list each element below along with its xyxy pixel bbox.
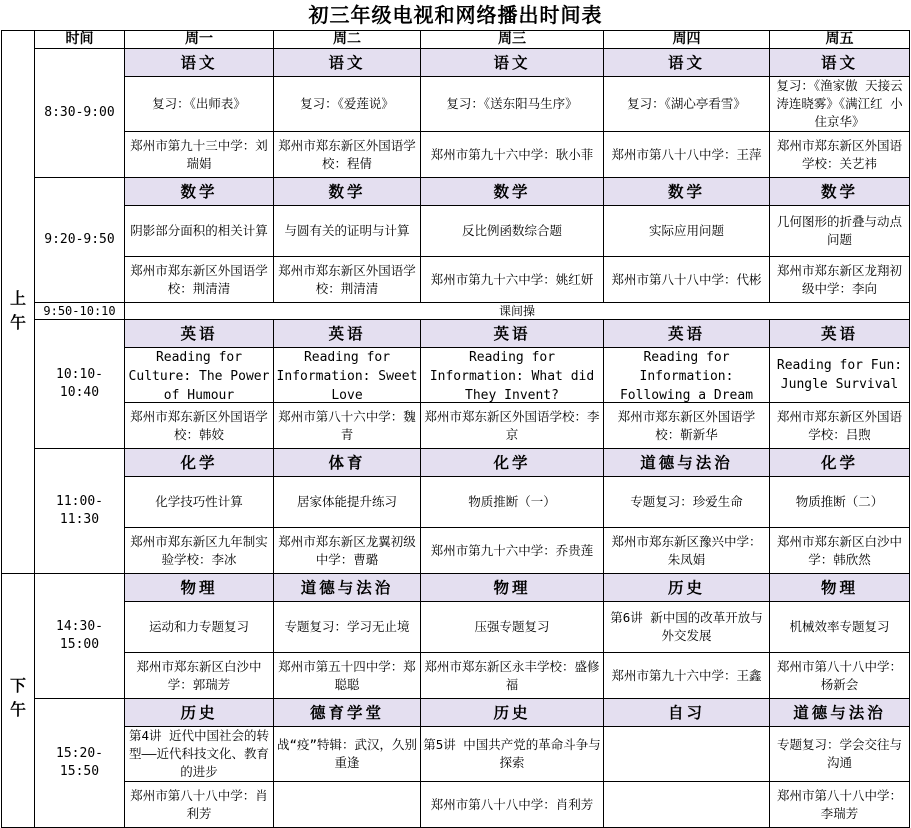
school-text: 郑州市第八十六中学：魏青 [278, 408, 416, 442]
topic-text: 战“疫”特辑：武汉，久别重逢 [276, 737, 418, 770]
session-time: 11:00-11:30 [35, 449, 125, 574]
school-cell [604, 132, 770, 178]
topic-cell [125, 206, 274, 257]
topic-cell [125, 477, 274, 528]
subject-row [2, 178, 910, 206]
school-cell [125, 653, 274, 699]
session-time: 10:10-10:40 [35, 320, 125, 449]
school-row [2, 132, 910, 178]
topic-text: 实际应用问题 [648, 223, 724, 238]
school-text: 郑州市第九十六中学：乔贵莲 [430, 542, 594, 558]
topic-text: 复习：《送东阳马生序》 [446, 96, 578, 111]
school-text: 郑州市第五十四中学：郑聪聪 [278, 658, 416, 692]
topic-text: 专题复习：学习无止境 [284, 619, 410, 634]
header-row [2, 31, 910, 49]
school-row [2, 403, 910, 449]
school-cell [274, 132, 421, 178]
topic-cell [604, 602, 770, 653]
subject-row [2, 449, 910, 477]
school-text: 郑州市郑东新区白沙中学：郭瑞芳 [136, 658, 262, 692]
topic-cell [604, 77, 770, 132]
school-cell [421, 132, 604, 178]
subject-cell: 语文 [770, 49, 910, 77]
header-monday: 周一 [125, 31, 274, 49]
school-text: 郑州市第九十六中学：姚红妍 [430, 271, 594, 287]
topic-cell [274, 727, 421, 782]
topic-cell [770, 602, 910, 653]
topic-cell [274, 77, 421, 132]
school-cell [770, 782, 910, 828]
school-text: 郑州市第八十八中学：李瑞芳 [776, 787, 902, 821]
topic-text: 与圆有关的证明与计算 [284, 223, 410, 238]
break-row [2, 303, 910, 320]
subject-cell: 物理 [421, 574, 604, 602]
topic-row [2, 348, 910, 403]
school-text: 郑州市郑东新区白沙中学：韩欣然 [776, 533, 902, 567]
school-text: 郑州市郑东新区外国语学校：李京 [424, 408, 600, 442]
school-text: 郑州市第八十八中学：肖利芳 [130, 787, 268, 821]
break-time: 9:50-10:10 [35, 303, 125, 320]
half-day-pm: 下 午 [2, 574, 35, 828]
subject-cell: 语文 [421, 49, 604, 77]
school-row [2, 257, 910, 303]
header-time: 时间 [35, 31, 125, 49]
school-text: 郑州市郑东新区外国语学校：关艺祎 [776, 137, 902, 171]
school-text: 郑州市第八十八中学：杨新会 [776, 658, 902, 692]
topic-text: 化学技巧性计算 [155, 494, 243, 509]
break-label: 课间操 [125, 303, 910, 320]
school-text: 郑州市郑东新区外国语学校：靳新华 [617, 408, 756, 442]
header-thursday: 周四 [604, 31, 770, 49]
page-title: 初三年级电视和网络播出时间表 [308, 3, 603, 27]
schedule-table [1, 30, 910, 828]
topic-text: 第6讲 新中国的改革开放与外交发展 [610, 610, 763, 643]
topic-text: Reading for Culture: The Power of Humour [128, 350, 270, 402]
topic-row [2, 477, 910, 528]
subject-cell: 道德与法治 [604, 449, 770, 477]
school-text: 郑州市郑东新区龙翼初级中学：曹璐 [278, 533, 416, 567]
topic-text: 复习：《湖心亭看雪》 [627, 96, 746, 111]
session-time: 15:20-15:50 [35, 699, 125, 828]
subject-row [2, 49, 910, 77]
school-cell [770, 257, 910, 303]
header-friday: 周五 [770, 31, 910, 49]
school-cell [274, 257, 421, 303]
school-text: 郑州市郑东新区外国语学校：吕煦 [776, 408, 902, 442]
topic-cell [421, 77, 604, 132]
topic-text: 复习：《渔家傲 天接云涛连晓雾》《满江红 小住京华》 [776, 78, 903, 129]
school-text: 郑州市郑东新区外国语学校：程倩 [278, 137, 416, 171]
subject-row [2, 699, 910, 727]
school-cell [421, 528, 604, 574]
topic-cell [421, 348, 604, 403]
topic-cell [604, 477, 770, 528]
subject-cell: 语文 [274, 49, 421, 77]
school-text: 郑州市第九十六中学：耿小菲 [430, 146, 594, 162]
topic-text: 复习：《爱莲说》 [300, 96, 394, 111]
school-cell [770, 132, 910, 178]
topic-text: 物质推断（一） [468, 494, 556, 509]
subject-cell: 历史 [125, 699, 274, 727]
subject-cell: 数学 [770, 178, 910, 206]
topic-cell [274, 477, 421, 528]
school-cell [770, 403, 910, 449]
topic-cell [274, 348, 421, 403]
topic-text: Reading for Information: Sweet Love [276, 350, 418, 402]
session-time: 14:30-15:00 [35, 574, 125, 699]
topic-text: 压强专题复习 [474, 619, 550, 634]
topic-text: 专题复习：珍爱生命 [630, 494, 743, 509]
subject-cell: 英语 [770, 320, 910, 348]
school-cell [125, 782, 274, 828]
topic-text: 反比例函数综合题 [461, 223, 562, 238]
topic-text: 运动和力专题复习 [148, 619, 249, 634]
topic-text: 第4讲 近代中国社会的转型——近代科技文化、教育的进步 [128, 728, 270, 779]
school-cell [421, 782, 604, 828]
school-text: 郑州市第八十八中学：代彬 [611, 271, 762, 287]
subject-cell: 英语 [274, 320, 421, 348]
topic-text: Reading for Information: What did They Invent? [429, 350, 595, 402]
school-cell [125, 528, 274, 574]
topic-text: 阴影部分面积的相关计算 [130, 223, 268, 238]
subject-cell: 物理 [125, 574, 274, 602]
topic-text: 物质推断（二） [795, 494, 884, 509]
school-text: 郑州市郑东新区九年制实验学校：李冰 [130, 533, 268, 567]
subject-cell: 化学 [770, 449, 910, 477]
school-cell [125, 257, 274, 303]
topic-row [2, 727, 910, 782]
school-row [2, 528, 910, 574]
subject-row [2, 574, 910, 602]
school-cell [604, 528, 770, 574]
school-cell [421, 653, 604, 699]
school-cell [604, 257, 770, 303]
school-row [2, 653, 910, 699]
topic-text: 机械效率专题复习 [789, 619, 890, 634]
school-cell [274, 653, 421, 699]
topic-cell [770, 477, 910, 528]
subject-cell: 数学 [125, 178, 274, 206]
subject-cell: 化学 [421, 449, 604, 477]
topic-text: Reading for Information: Following a Dream [619, 350, 754, 402]
topic-cell [125, 602, 274, 653]
header-wednesday: 周三 [421, 31, 604, 49]
school-cell [421, 403, 604, 449]
subject-cell: 历史 [421, 699, 604, 727]
school-text: 郑州市第九十六中学：王鑫 [611, 667, 762, 683]
subject-cell: 英语 [604, 320, 770, 348]
topic-cell [125, 727, 274, 782]
half-day-am: 上 午 [2, 49, 35, 574]
subject-cell: 德育学堂 [274, 699, 421, 727]
school-cell [274, 403, 421, 449]
topic-cell [274, 602, 421, 653]
subject-row [2, 320, 910, 348]
topic-cell [604, 206, 770, 257]
school-cell [421, 257, 604, 303]
subject-cell: 道德与法治 [274, 574, 421, 602]
school-cell [770, 528, 910, 574]
school-text: 郑州市郑东新区外国语学校：韩姣 [130, 408, 268, 442]
topic-text: 第5讲 中国共产党的革命斗争与探索 [423, 737, 601, 770]
topic-row [2, 77, 910, 132]
school-text: 郑州市郑东新区外国语学校：荆清清 [130, 262, 268, 296]
topic-text: 复习：《出师表》 [152, 96, 246, 111]
topic-text: 专题复习：学会交往与沟通 [776, 737, 902, 770]
school-cell [604, 782, 770, 828]
topic-cell [770, 727, 910, 782]
session-time: 9:20-9:50 [35, 178, 125, 303]
school-text: 郑州市郑东新区永丰学校：盛修福 [424, 658, 600, 692]
school-cell [770, 653, 910, 699]
school-text: 郑州市第九十三中学：刘瑞娟 [130, 137, 268, 171]
topic-cell [421, 727, 604, 782]
subject-cell: 历史 [604, 574, 770, 602]
school-text: 郑州市第八十八中学：肖利芳 [430, 796, 594, 812]
subject-cell: 英语 [125, 320, 274, 348]
school-cell [604, 653, 770, 699]
school-text: 郑州市郑东新区豫兴中学：朱凤娟 [611, 533, 762, 567]
school-cell [125, 132, 274, 178]
topic-cell [604, 348, 770, 403]
school-text: 郑州市郑东新区龙翔初级中学：李向 [776, 262, 902, 296]
subject-cell: 语文 [125, 49, 274, 77]
topic-cell [421, 477, 604, 528]
subject-cell: 数学 [421, 178, 604, 206]
corner-cell [2, 31, 35, 49]
school-row [2, 782, 910, 828]
topic-text: 几何图形的折叠与动点问题 [776, 214, 902, 247]
topic-cell [125, 348, 274, 403]
session-time: 8:30-9:00 [35, 49, 125, 178]
school-text: 郑州市郑东新区外国语学校：荆清清 [278, 262, 416, 296]
school-cell [125, 403, 274, 449]
subject-cell: 物理 [770, 574, 910, 602]
topic-cell [421, 206, 604, 257]
topic-cell [770, 77, 910, 132]
topic-cell [770, 348, 910, 403]
subject-cell: 数学 [274, 178, 421, 206]
topic-text: 居家体能提升练习 [296, 494, 397, 509]
subject-cell: 自习 [604, 699, 770, 727]
school-cell [274, 528, 421, 574]
topic-row [2, 602, 910, 653]
subject-cell: 语文 [604, 49, 770, 77]
subject-cell: 数学 [604, 178, 770, 206]
subject-cell: 道德与法治 [770, 699, 910, 727]
school-cell [604, 403, 770, 449]
school-text: 郑州市第八十八中学：王萍 [611, 146, 762, 162]
topic-cell [604, 727, 770, 782]
topic-text: Reading for Fun: Jungle Survival [776, 358, 903, 392]
subject-cell: 英语 [421, 320, 604, 348]
subject-cell: 体育 [274, 449, 421, 477]
topic-cell [421, 602, 604, 653]
header-tuesday: 周二 [274, 31, 421, 49]
topic-cell [274, 206, 421, 257]
topic-cell [125, 77, 274, 132]
school-cell [274, 782, 421, 828]
topic-cell [770, 206, 910, 257]
topic-row [2, 206, 910, 257]
subject-cell: 化学 [125, 449, 274, 477]
